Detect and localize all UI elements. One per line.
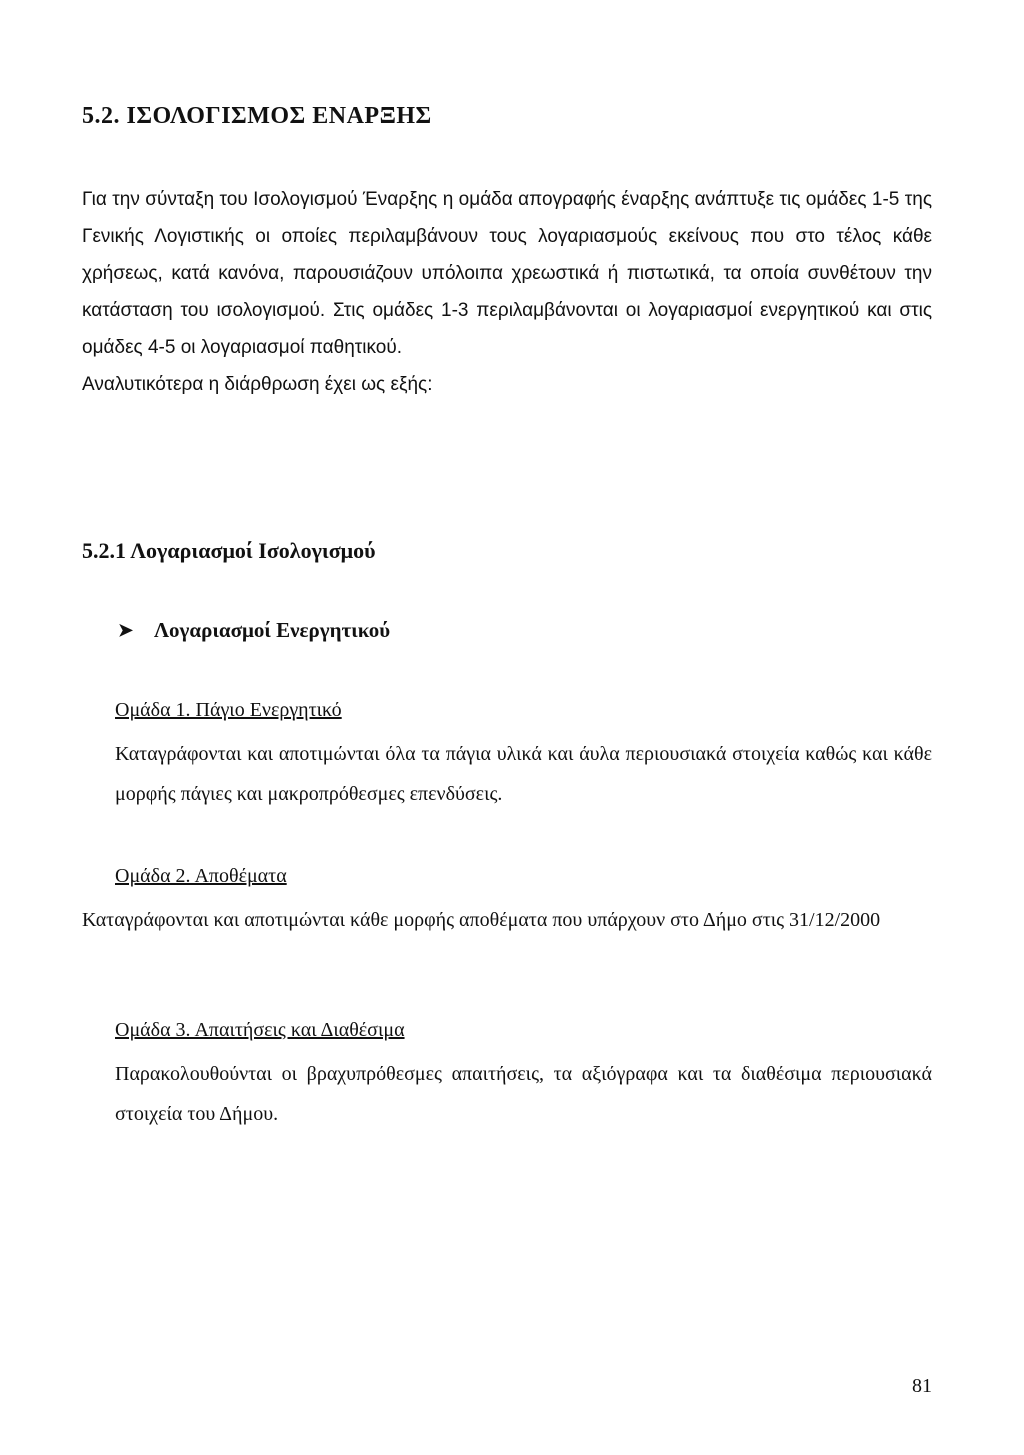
arrow-bullet-icon: ➤ xyxy=(118,620,134,640)
group-3 xyxy=(82,1010,932,1134)
group-3-heading: Ομάδα 3. Απαιτήσεις και Διαθέσιμα xyxy=(115,1019,405,1041)
group-3-text: Παρακολουθούνται οι βραχυπρόθεσμες απαιτήσεις, τα αξιόγραφα και τα διαθέσιμα περιουσιακά στοιχεία του Δήμου. xyxy=(115,1063,932,1125)
intro-detail-line: Αναλυτικότερα η διάρθρωση έχει ως εξής: xyxy=(82,374,433,395)
group-1-heading: Ομάδα 1. Πάγιο Ενεργητικό xyxy=(115,699,342,721)
page-number: 81 xyxy=(912,1375,932,1397)
subsection-title: 5.2.1 Λογαριασμοί Ισολογισμού xyxy=(82,538,376,563)
group-2-text: Καταγράφονται και αποτιμώνται κάθε μορφής αποθέματα που υπάρχουν στο Δήμο στις 31/12/2000 xyxy=(82,909,881,931)
group-2 xyxy=(82,856,932,940)
group-2-heading: Ομάδα 2. Αποθέματα xyxy=(115,865,287,887)
assets-bullet-heading xyxy=(118,618,390,643)
section-title: 5.2. ΙΣΟΛΟΓΙΣΜΟΣ ΕΝΑΡΞΗΣ xyxy=(82,103,432,129)
intro-paragraph: Για την σύνταξη του Ισολογισμού Έναρξης η ομάδα απογραφής έναρξης ανάπτυξε τις ομάδες 1-5 της Γενικής Λογιστικής οι οποίες περιλαμβάνουν τους λογαριασμούς εκείνους που στο τέλος κάθε χρήσεως, κατά κανόνα, παρουσιάζουν υπόλοιπα χρεωστικά ή πιστωτικά, τα οποία συνθέτουν την κατάσταση του ισολογισμού. Στις ομάδες 1-3 περιλαμβάνονται οι λογαριασμοί ενεργητικού και στις ομάδες 4-5 οι λογαριασμοί παθητικού. xyxy=(82,189,932,358)
assets-heading-label: Λογαριασμοί Ενεργητικού xyxy=(154,618,391,642)
group-1 xyxy=(82,690,932,814)
group-1-text: Καταγράφονται και αποτιμώνται όλα τα πάγια υλικά και άυλα περιουσιακά στοιχεία καθώς και κάθε μορφής πάγιες και μακροπρόθεσμες επενδύσεις. xyxy=(115,743,932,805)
intro-block xyxy=(82,181,932,403)
